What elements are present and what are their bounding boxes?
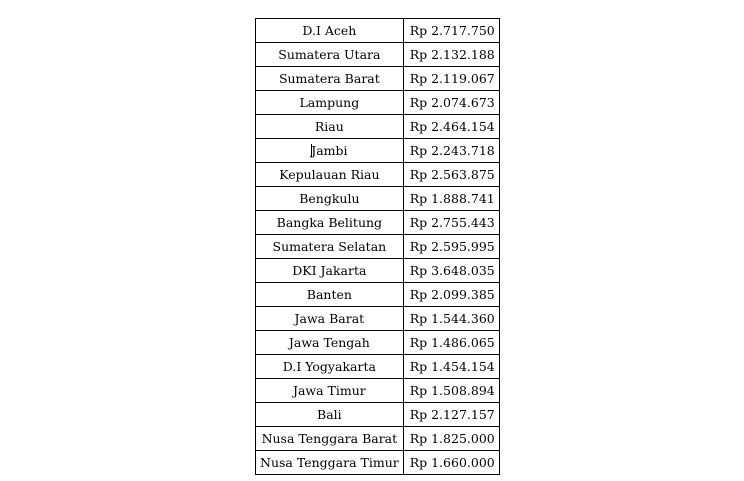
province-cell[interactable]: Sumatera Selatan — [256, 235, 404, 259]
wage-cell[interactable]: Rp 2.563.875 — [403, 163, 499, 187]
province-cell[interactable]: Jawa Tengah — [256, 331, 404, 355]
province-cell[interactable]: D.I Yogyakarta — [256, 355, 404, 379]
table-row — [256, 451, 500, 475]
table-row — [256, 163, 500, 187]
province-cell[interactable]: Bengkulu — [256, 187, 404, 211]
wage-cell[interactable]: Rp 2.717.750 — [403, 19, 499, 43]
table-row — [256, 379, 500, 403]
province-cell[interactable]: Banten — [256, 283, 404, 307]
wage-cell[interactable]: Rp 1.544.360 — [403, 307, 499, 331]
table-row — [256, 259, 500, 283]
table-row — [256, 235, 500, 259]
table-row — [256, 211, 500, 235]
province-cell-text: Jambi — [311, 143, 348, 158]
wage-table-body — [256, 19, 500, 475]
wage-cell[interactable]: Rp 2.127.157 — [403, 403, 499, 427]
province-cell[interactable]: Sumatera Barat — [256, 67, 404, 91]
wage-cell[interactable]: Rp 2.074.673 — [403, 91, 499, 115]
province-cell[interactable]: Jawa Timur — [256, 379, 404, 403]
wage-cell[interactable]: Rp 1.888.741 — [403, 187, 499, 211]
wage-cell[interactable]: Rp 1.825.000 — [403, 427, 499, 451]
table-row — [256, 283, 500, 307]
wage-cell[interactable]: Rp 2.464.154 — [403, 115, 499, 139]
wage-cell[interactable]: Rp 1.486.065 — [403, 331, 499, 355]
province-cell[interactable]: Nusa Tenggara Barat — [256, 427, 404, 451]
province-cell[interactable]: Kepulauan Riau — [256, 163, 404, 187]
wage-cell[interactable]: Rp 2.243.718 — [403, 139, 499, 163]
table-row — [256, 43, 500, 67]
table-row — [256, 187, 500, 211]
province-cell[interactable]: DKI Jakarta — [256, 259, 404, 283]
province-cell[interactable]: D.I Aceh — [256, 19, 404, 43]
table-row — [256, 115, 500, 139]
table-row — [256, 427, 500, 451]
wage-cell[interactable]: Rp 1.660.000 — [403, 451, 499, 475]
wage-cell[interactable]: Rp 2.119.067 — [403, 67, 499, 91]
province-cell[interactable]: Sumatera Utara — [256, 43, 404, 67]
province-cell[interactable]: Bali — [256, 403, 404, 427]
wage-cell[interactable]: Rp 1.454.154 — [403, 355, 499, 379]
table-row — [256, 91, 500, 115]
wage-cell[interactable]: Rp 3.648.035 — [403, 259, 499, 283]
table-row — [256, 67, 500, 91]
province-cell[interactable]: Bangka Belitung — [256, 211, 404, 235]
province-cell[interactable]: Jawa Barat — [256, 307, 404, 331]
province-cell-active[interactable] — [256, 139, 404, 163]
table-row — [256, 19, 500, 43]
table-row — [256, 307, 500, 331]
wage-cell[interactable]: Rp 2.595.995 — [403, 235, 499, 259]
wage-table-container — [255, 18, 500, 475]
wage-cell[interactable]: Rp 2.099.385 — [403, 283, 499, 307]
table-row — [256, 355, 500, 379]
table-row — [256, 139, 500, 163]
wage-cell[interactable]: Rp 1.508.894 — [403, 379, 499, 403]
wage-cell[interactable]: Rp 2.132.188 — [403, 43, 499, 67]
wage-table — [255, 18, 500, 475]
table-row — [256, 403, 500, 427]
province-cell[interactable]: Lampung — [256, 91, 404, 115]
table-row — [256, 331, 500, 355]
province-cell[interactable]: Nusa Tenggara Timur — [256, 451, 404, 475]
province-cell[interactable]: Riau — [256, 115, 404, 139]
wage-cell[interactable]: Rp 2.755.443 — [403, 211, 499, 235]
